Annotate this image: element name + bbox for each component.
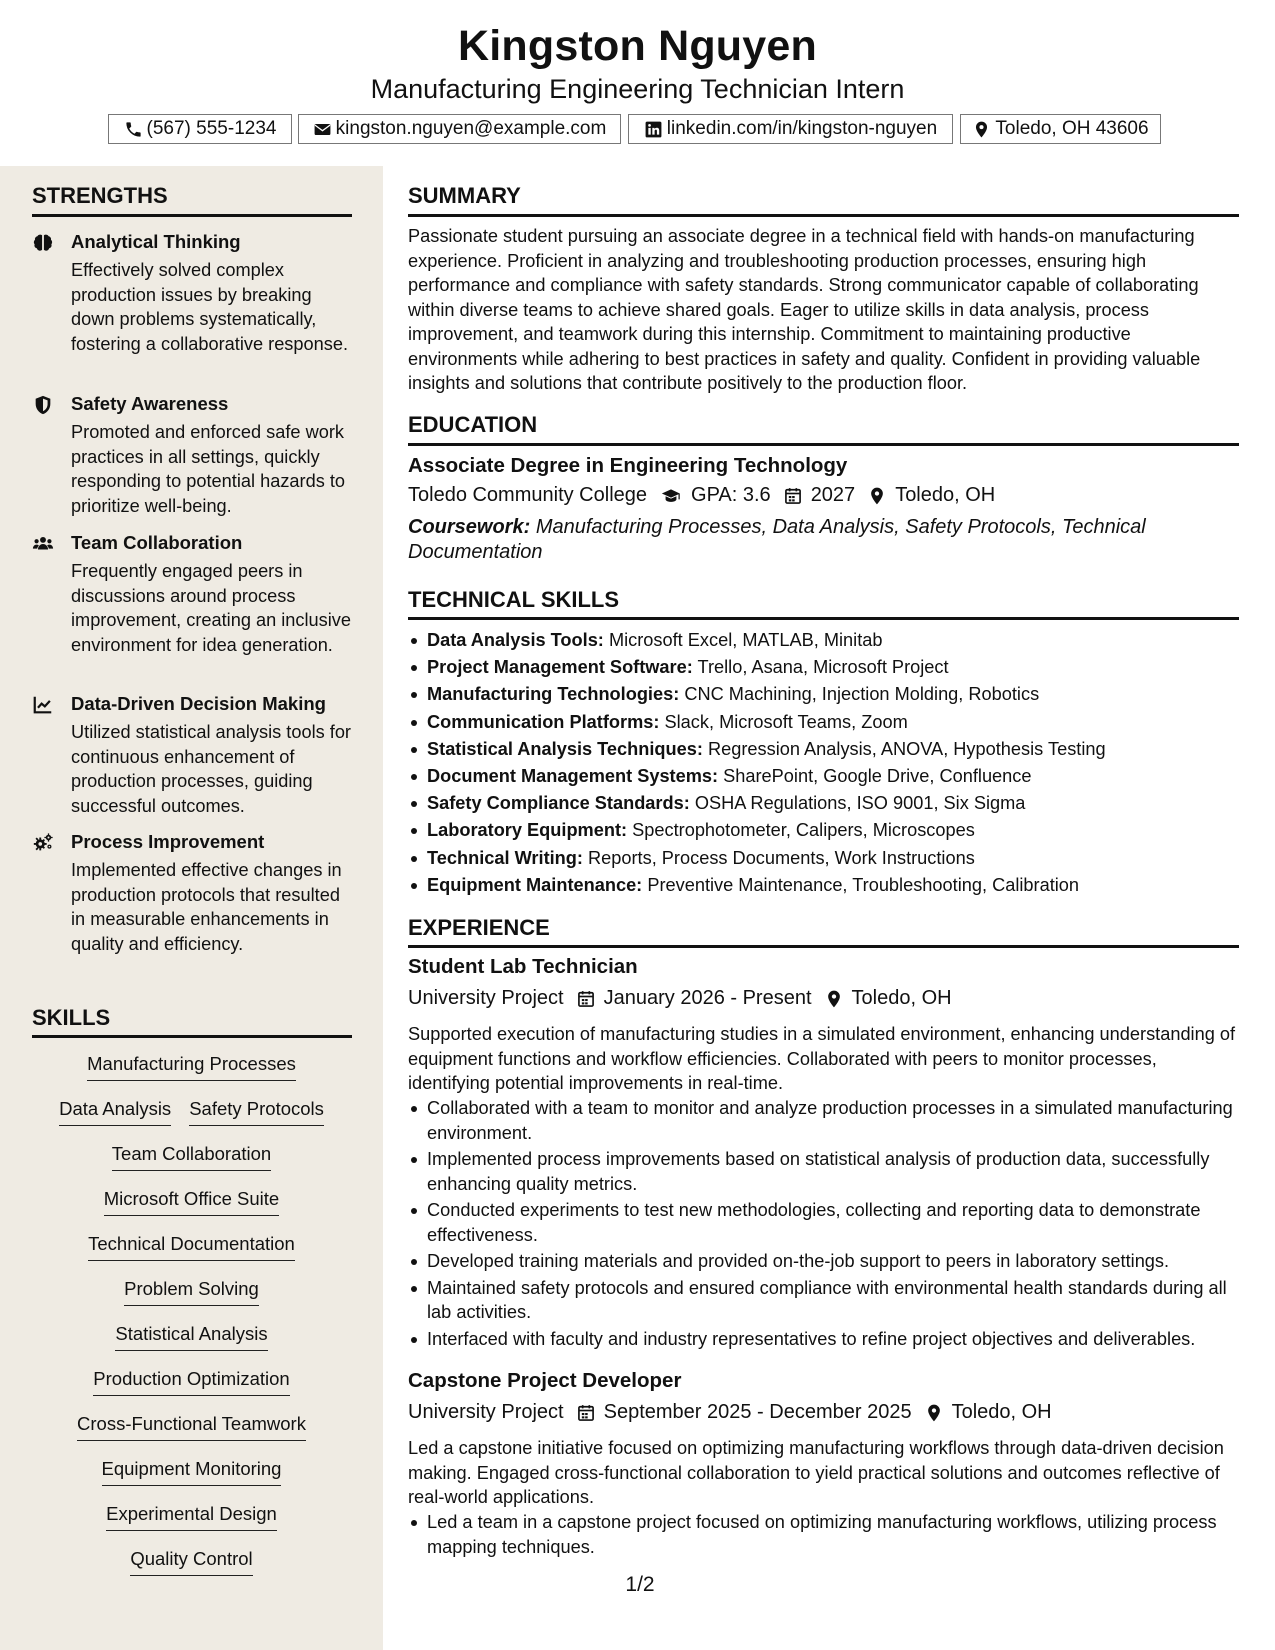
- skill-category: Manufacturing Technologies:: [427, 684, 680, 705]
- phone-text: (567) 555-1234: [146, 118, 277, 139]
- candidate-name: Kingston Nguyen: [458, 22, 817, 70]
- list-item: [408, 846, 1240, 873]
- skill-category: Communication Platforms:: [427, 711, 660, 732]
- job-title: Capstone Project Developer: [408, 1369, 682, 1392]
- skill-row: [0, 1368, 383, 1396]
- skill-tag: Production Optimization: [93, 1368, 289, 1396]
- list-item: [408, 628, 1240, 655]
- list-item: [408, 818, 1240, 845]
- strength-item: [32, 532, 352, 672]
- skill-tag: Technical Documentation: [88, 1233, 295, 1261]
- skill-row: [0, 1098, 383, 1126]
- job-organization: University Project: [408, 987, 564, 1009]
- skill-row: [0, 1143, 383, 1171]
- skill-category: Statistical Analysis Techniques:: [427, 738, 703, 759]
- job-description: Led a capstone initiative focused on optimizing manufacturing workflows through data-driven decision making. Engaged cross-functional collaboration to yield practical solutions and outcomes reflective of real-world applications.: [408, 1438, 1224, 1507]
- strength-description: Effectively solved complex production issues by breaking down problems systematically, fostering a collaborative response.: [71, 260, 349, 354]
- strength-item: [32, 831, 352, 971]
- skill-values: Microsoft Excel, MATLAB, Minitab: [608, 630, 883, 650]
- linkedin-icon: [644, 120, 663, 139]
- skill-values: OSHA Regulations, ISO 9001, Six Sigma: [694, 793, 1026, 814]
- experience-divider: [408, 945, 1239, 948]
- strength-item: [32, 693, 352, 816]
- skills-divider: [32, 1035, 352, 1038]
- strength-description: Utilized statistical analysis tools for continuous enhancement of production processes, guiding successful outcomes.: [71, 722, 351, 816]
- degree-title: Associate Degree in Engineering Technology: [408, 454, 848, 477]
- list-item: [408, 873, 1240, 900]
- map-pin-icon: [824, 989, 844, 1009]
- skill-category: Laboratory Equipment:: [427, 820, 628, 841]
- education-heading: EDUCATION: [408, 412, 538, 437]
- job-location: Toledo, OH: [951, 1401, 1052, 1423]
- strength-title: Data-Driven Decision Making: [71, 693, 326, 714]
- skill-row: [0, 1413, 383, 1441]
- list-item: [408, 791, 1240, 818]
- skill-tag: Safety Protocols: [189, 1098, 324, 1126]
- list-item: [408, 764, 1240, 791]
- contact-bar: [0, 114, 1275, 145]
- experience-heading: EXPERIENCE: [408, 915, 550, 940]
- summary-text: Passionate student pursuing an associate degree in a technical field with hands-on manufacturing experience. Proficient in analyzing and troubleshooting production processes, ensuring high performance and compliance with safety standards. Strong communicator capable of collaborating within diverse teams to achieve shared goals. Eager to utilize skills in data analysis, process improvement, and teamwork during this internship. Commitment to maintaining productive environments while adhering to best practices in safety and quality. Confident in providing valuable insights and solutions that contribute positively to the production floor.: [408, 226, 1201, 393]
- list-item: Implemented process improvements based on statistical analysis of production data, successfully enhancing quality metrics.: [408, 1147, 1240, 1196]
- strength-description: Promoted and enforced safe work practices in all settings, quickly responding to potential hazards to prioritize well-being.: [71, 422, 346, 516]
- list-item: Maintained safety protocols and ensured compliance with environmental health standards during all lab activities.: [408, 1276, 1240, 1325]
- strength-title: Safety Awareness: [71, 393, 229, 414]
- candidate-title: Manufacturing Engineering Technician Intern: [370, 74, 905, 104]
- technical-skills-divider: [408, 617, 1239, 620]
- strength-title: Analytical Thinking: [71, 231, 241, 252]
- list-item: [408, 682, 1240, 709]
- calendar-icon: [783, 486, 803, 506]
- contact-phone[interactable]: [108, 114, 292, 144]
- skill-row: [0, 1188, 383, 1216]
- skills-heading: SKILLS: [32, 1005, 111, 1030]
- shield-icon: [32, 394, 54, 416]
- job-bullets: [408, 1510, 1240, 1561]
- skill-row: [0, 1458, 383, 1486]
- coursework-label: Coursework:: [408, 516, 531, 538]
- phone-icon: [124, 120, 143, 139]
- chart-line-icon: [32, 694, 54, 716]
- strengths-divider: [32, 214, 352, 217]
- skill-row: [0, 1548, 383, 1576]
- skill-values: Regression Analysis, ANOVA, Hypothesis Testing: [708, 738, 1106, 759]
- strength-item: [32, 393, 352, 516]
- education-meta: [408, 484, 995, 507]
- envelope-icon: [313, 120, 332, 139]
- skill-category: Project Management Software:: [427, 657, 693, 678]
- users-icon: [32, 533, 54, 555]
- coursework: [408, 515, 1238, 564]
- location-text: Toledo, OH 43606: [995, 118, 1149, 139]
- graduation-cap-icon: [659, 486, 683, 506]
- list-item: [408, 655, 1240, 682]
- email-text: kingston.nguyen@example.com: [335, 118, 607, 139]
- graduation-year: 2027: [810, 484, 856, 506]
- list-item: Interfaced with faculty and industry representatives to refine project objectives and deliverables.: [408, 1327, 1240, 1352]
- skill-values: Trello, Asana, Microsoft Project: [697, 657, 949, 678]
- skill-tag: Problem Solving: [124, 1278, 259, 1306]
- skill-category: Technical Writing:: [427, 847, 583, 868]
- job-dates: January 2026 - Present: [603, 987, 812, 1009]
- school-name: Toledo Community College: [408, 484, 648, 506]
- list-item: Collaborated with a team to monitor and analyze production processes in a simulated manufacturing environment.: [408, 1096, 1240, 1145]
- job-title: Student Lab Technician: [408, 955, 638, 978]
- skill-tag: Quality Control: [130, 1548, 252, 1576]
- skill-category: Safety Compliance Standards:: [427, 793, 690, 814]
- skill-tag: Data Analysis: [59, 1098, 171, 1126]
- gpa-text: GPA: 3.6: [691, 484, 771, 506]
- contact-linkedin[interactable]: [628, 114, 953, 144]
- strength-title: Team Collaboration: [71, 532, 243, 553]
- technical-skills-list: [408, 628, 1240, 900]
- summary-divider: [408, 214, 1239, 217]
- skill-category: Data Analysis Tools:: [427, 630, 604, 650]
- skill-row: [0, 1053, 383, 1081]
- education-divider: [408, 443, 1239, 446]
- skill-row: [0, 1233, 383, 1261]
- job-bullets: [408, 1096, 1240, 1353]
- strength-title: Process Improvement: [71, 831, 265, 852]
- skill-row: [0, 1323, 383, 1351]
- summary-heading: SUMMARY: [408, 183, 521, 208]
- skill-tag: Microsoft Office Suite: [104, 1188, 279, 1216]
- strength-item: [32, 231, 352, 371]
- school-location: Toledo, OH: [895, 484, 996, 506]
- skill-tag: Equipment Monitoring: [102, 1458, 282, 1486]
- calendar-icon: [576, 1403, 596, 1423]
- coursework-list: Manufacturing Processes, Data Analysis, Safety Protocols, Technical Documentation: [408, 516, 1146, 563]
- linkedin-text: linkedin.com/in/kingston-nguyen: [666, 118, 938, 139]
- skill-row: [0, 1503, 383, 1531]
- skill-tag: Experimental Design: [106, 1503, 277, 1531]
- strengths-heading: STRENGTHS: [32, 183, 168, 208]
- strength-description: Implemented effective changes in production protocols that resulted in measurable enhancements in quality and efficiency.: [71, 860, 342, 954]
- resume-header: [0, 0, 1275, 160]
- skill-values: Slack, Microsoft Teams, Zoom: [664, 711, 908, 732]
- job-location: Toledo, OH: [851, 987, 952, 1009]
- list-item: Led a team in a capstone project focused on optimizing manufacturing workflows, utilizing process mapping techniques.: [408, 1510, 1240, 1559]
- skill-values: Reports, Process Documents, Work Instructions: [588, 847, 975, 868]
- gears-icon: [32, 832, 54, 854]
- skill-values: Spectrophotometer, Calipers, Microscopes: [632, 820, 975, 841]
- list-item: [408, 710, 1240, 737]
- strength-description: Frequently engaged peers in discussions around process improvement, creating an inclusive environment for idea generation.: [71, 561, 352, 655]
- skill-tag: Manufacturing Processes: [87, 1053, 296, 1081]
- map-pin-icon: [867, 486, 887, 506]
- skill-category: Equipment Maintenance:: [427, 874, 643, 895]
- map-pin-icon: [972, 120, 991, 139]
- job-dates: September 2025 - December 2025: [603, 1401, 912, 1423]
- brain-icon: [32, 232, 54, 254]
- list-item: [408, 737, 1240, 764]
- skill-tag: Statistical Analysis: [115, 1323, 267, 1351]
- page-number: 1/2: [625, 1573, 655, 1596]
- job-description: Supported execution of manufacturing studies in a simulated environment, enhancing understanding of equipment functions and workflow efficiencies. Collaborated with peers to monitor processes, identifying potential improvements in real-time.: [408, 1024, 1236, 1093]
- job-organization: University Project: [408, 1401, 564, 1423]
- technical-skills-heading: TECHNICAL SKILLS: [408, 587, 620, 612]
- contact-location: [960, 114, 1161, 144]
- list-item: Developed training materials and provided on-the-job support to peers in laboratory settings.: [408, 1249, 1240, 1274]
- skill-tag: Team Collaboration: [112, 1143, 271, 1171]
- calendar-icon: [576, 989, 596, 1009]
- skill-values: Preventive Maintenance, Troubleshooting, Calibration: [647, 874, 1080, 895]
- skill-tag: Cross-Functional Teamwork: [77, 1413, 306, 1441]
- contact-email[interactable]: [298, 114, 621, 144]
- map-pin-icon: [924, 1403, 944, 1423]
- skill-values: SharePoint, Google Drive, Confluence: [723, 765, 1032, 786]
- skill-values: CNC Machining, Injection Molding, Robotics: [684, 684, 1040, 705]
- list-item: Conducted experiments to test new methodologies, collecting and reporting data to demonstrate effectiveness.: [408, 1198, 1240, 1247]
- skill-row: [0, 1278, 383, 1306]
- job-meta: [408, 987, 952, 1010]
- skill-category: Document Management Systems:: [427, 765, 719, 786]
- job-meta: [408, 1401, 1052, 1424]
